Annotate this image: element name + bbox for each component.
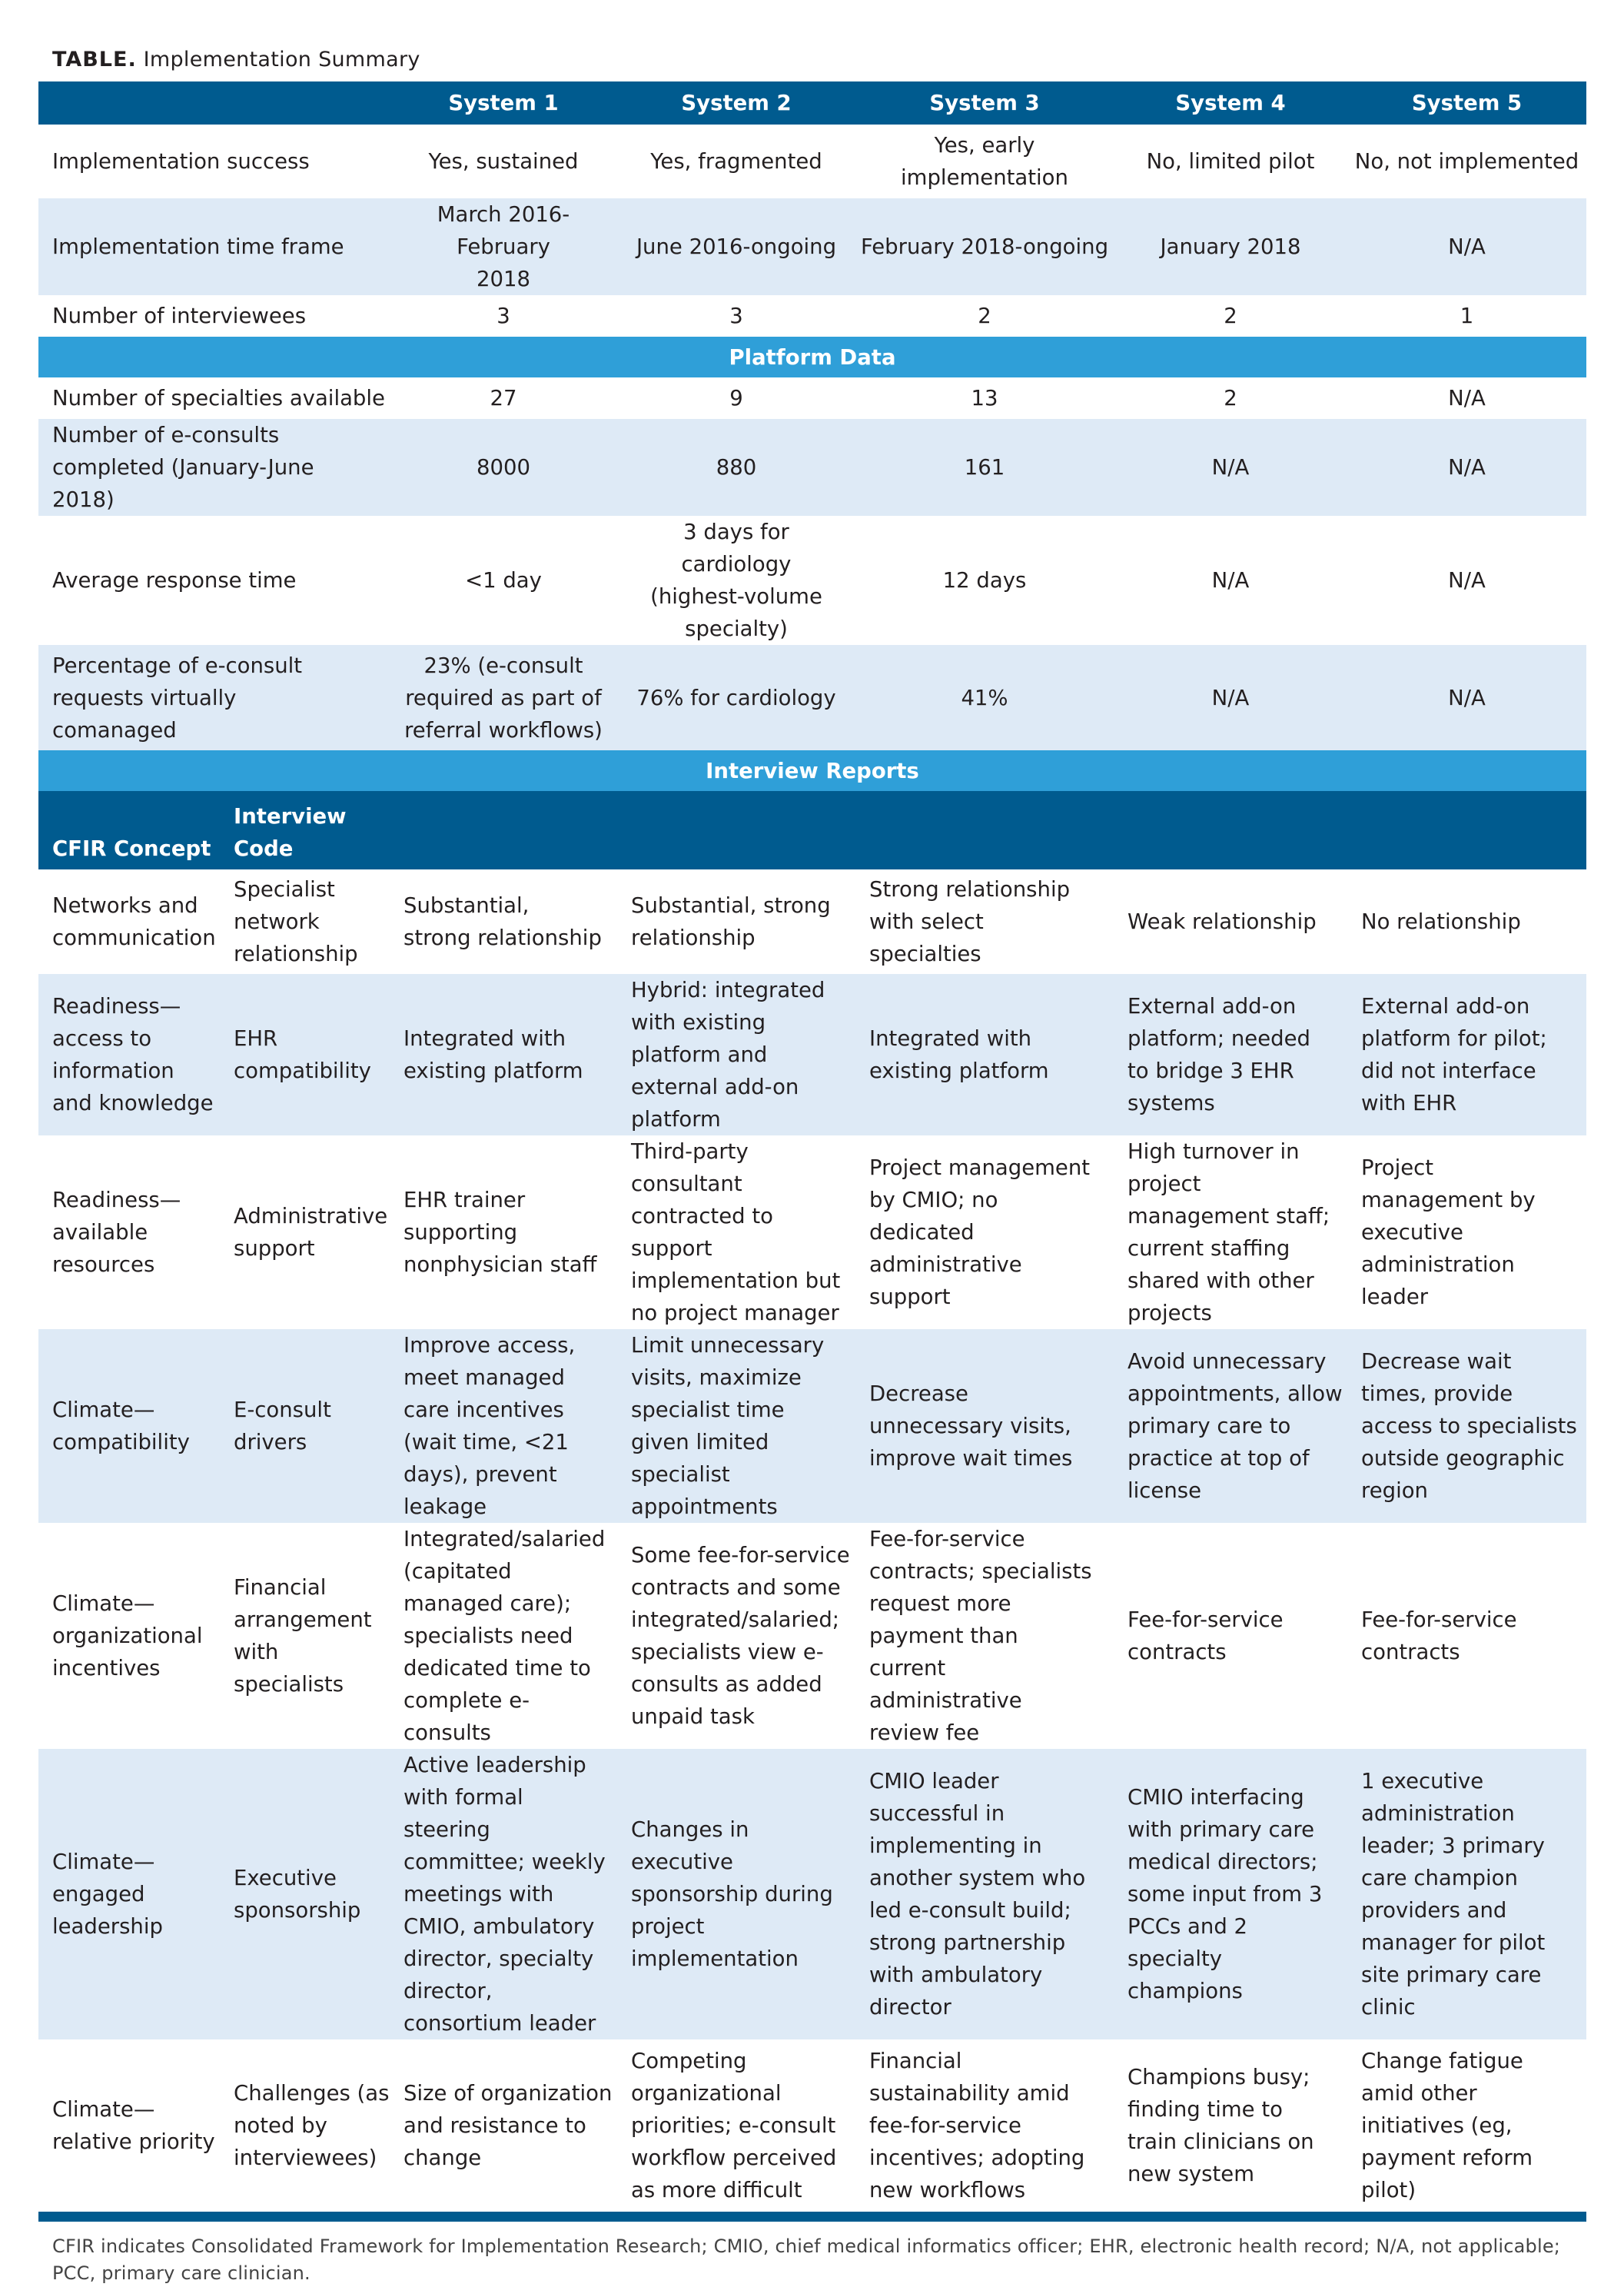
table-cell: <1 day	[390, 516, 617, 645]
row-label: Number of interviewees	[38, 295, 390, 337]
table-cell: 76% for cardiology	[617, 645, 855, 750]
table-cell: 8000	[390, 419, 617, 516]
column-header: CFIR Concept	[38, 791, 220, 869]
table-row	[38, 419, 1586, 516]
row-concept: Climate—compatibility	[38, 1329, 220, 1523]
table-cell: No relationship	[1347, 869, 1586, 974]
table-cell: EHR trainer supporting nonphysician staff	[390, 1135, 617, 1329]
row-code: Administrative support	[220, 1135, 390, 1329]
footnote: CFIR indicates Consolidated Framework for Implementation Research; CMIO, chief medical informatics officer; EHR, electronic health record; N/A, not applicable; PCC, primary care clinician.	[52, 2235, 1561, 2284]
table-cell: External add-on platform for pilot; did not interface with EHR	[1347, 974, 1586, 1135]
table-cell: 3 days for cardiology (highest-volume specialty)	[617, 516, 855, 645]
row-label: Number of e-consults completed (January-June 2018)	[38, 419, 390, 516]
table-cell: Some fee-for-service contracts and some integrated/salaried; specialists view e-consults as added unpaid task	[617, 1523, 855, 1749]
table-row	[38, 198, 1586, 295]
table-cell: Changes in executive sponsorship during project implementation	[617, 1749, 855, 2039]
table-cell: Weak relationship	[1114, 869, 1347, 974]
table-cell: N/A	[1347, 516, 1586, 645]
table-cell: Fee-for-service contracts	[1347, 1523, 1586, 1749]
table-cell: CMIO leader successful in implementing in another system who led e-consult build; strong partnership with ambulatory director	[855, 1749, 1114, 2039]
table-caption	[52, 48, 420, 71]
table-cell: Strong relationship with select specialties	[855, 869, 1114, 974]
table-cell: February 2018-ongoing	[855, 198, 1114, 295]
table-row	[38, 1523, 1586, 1749]
table-cell: Avoid unnecessary appointments, allow primary care to practice at top of license	[1114, 1329, 1347, 1523]
table-cell: 9	[617, 377, 855, 419]
table-cell: June 2016-ongoing	[617, 198, 855, 295]
table-cell: 13	[855, 377, 1114, 419]
table-cell: Yes, fragmented	[617, 125, 855, 198]
table-row	[38, 1749, 1586, 2039]
table-row	[38, 2039, 1586, 2212]
table-cell: Financial sustainability amid fee-for-service incentives; adopting new workflows	[855, 2039, 1114, 2212]
table-cell: 880	[617, 419, 855, 516]
table-cell: CMIO interfacing with primary care medical directors; some input from 3 PCCs and 2 specialty champions	[1114, 1749, 1347, 2039]
table-cell: N/A	[1114, 645, 1347, 750]
system-header: System 3	[855, 81, 1114, 125]
table-cell: 3	[617, 295, 855, 337]
table-cell: 2	[1114, 377, 1347, 419]
table-cell: 27	[390, 377, 617, 419]
system-header-row	[38, 81, 1586, 125]
table-cell: N/A	[1114, 516, 1347, 645]
row-concept: Networks and communication	[38, 869, 220, 974]
row-code: Challenges (as noted by interviewees)	[220, 2039, 390, 2212]
row-code: Executive sponsorship	[220, 1749, 390, 2039]
table-cell: Competing organizational priorities; e-consult workflow perceived as more difficult	[617, 2039, 855, 2212]
interview-header-row	[38, 791, 1586, 869]
table-cell: 2	[1114, 295, 1347, 337]
table-cell: Improve access, meet managed care incentives (wait time, <21 days), prevent leakage	[390, 1329, 617, 1523]
table-cell: N/A	[1347, 645, 1586, 750]
table-cell: Change fatigue amid other initiatives (eg, payment reform pilot)	[1347, 2039, 1586, 2212]
table-cell: 1 executive administration leader; 3 primary care champion providers and manager for pilot site primary care clinic	[1347, 1749, 1586, 2039]
table-cell: Substantial, strong relationship	[617, 869, 855, 974]
system-header: System 5	[1347, 81, 1586, 125]
section-title: Interview Reports	[38, 750, 1586, 791]
table-cell: Project management by CMIO; no dedicated administrative support	[855, 1135, 1114, 1329]
row-code: Specialist network relationship	[220, 869, 390, 974]
table-row	[38, 974, 1586, 1135]
row-concept: Climate—engaged leadership	[38, 1749, 220, 2039]
table-cell: Third-party consultant contracted to support implementation but no project manager	[617, 1135, 855, 1329]
row-code: Financial arrangement with specialists	[220, 1523, 390, 1749]
row-label: Number of specialties available	[38, 377, 390, 419]
table-cell: Integrated with existing platform	[855, 974, 1114, 1135]
row-code: EHR compatibility	[220, 974, 390, 1135]
row-label: Average response time	[38, 516, 390, 645]
row-label: Implementation time frame	[38, 198, 390, 295]
table-cell: Size of organization and resistance to change	[390, 2039, 617, 2212]
table-cell: 23% (e-consult required as part of referral workflows)	[390, 645, 617, 750]
table-cell: Fee-for-service contracts; specialists request more payment than current administrative review fee	[855, 1523, 1114, 1749]
implementation-summary-table	[38, 81, 1586, 2212]
table-cell: Integrated/salaried (capitated managed care); specialists need dedicated time to complete e-consults	[390, 1523, 617, 1749]
table-cell: High turnover in project management staff; current staffing shared with other projects	[1114, 1135, 1347, 1329]
table-row	[38, 869, 1586, 974]
table-row	[38, 645, 1586, 750]
table-cell: Decrease wait times, provide access to specialists outside geographic region	[1347, 1329, 1586, 1523]
table-cell: N/A	[1347, 419, 1586, 516]
caption-label: TABLE.	[52, 48, 137, 71]
table-cell: N/A	[1347, 377, 1586, 419]
table-cell: 161	[855, 419, 1114, 516]
row-label: Implementation success	[38, 125, 390, 198]
section-header-row	[38, 337, 1586, 377]
table-cell: 3	[390, 295, 617, 337]
table-row	[38, 295, 1586, 337]
section-header-row	[38, 750, 1586, 791]
table-cell: Fee-for-service contracts	[1114, 1523, 1347, 1749]
table-row	[38, 1135, 1586, 1329]
table-cell: Project management by executive administration leader	[1347, 1135, 1586, 1329]
table-cell: No, not implemented	[1347, 125, 1586, 198]
table-cell: 12 days	[855, 516, 1114, 645]
row-label: Percentage of e-consult requests virtually comanaged	[38, 645, 390, 750]
row-code: E-consult drivers	[220, 1329, 390, 1523]
table-cell: N/A	[1347, 198, 1586, 295]
table-cell: Active leadership with formal steering committee; weekly meetings with CMIO, ambulatory director, specialty director, consortium leader	[390, 1749, 617, 2039]
table-cell: No, limited pilot	[1114, 125, 1347, 198]
table-cell: External add-on platform; needed to bridge 3 EHR systems	[1114, 974, 1347, 1135]
table-cell: 1	[1347, 295, 1586, 337]
table-cell: Hybrid: integrated with existing platform and external add-on platform	[617, 974, 855, 1135]
system-header: System 4	[1114, 81, 1347, 125]
table-cell: N/A	[1114, 419, 1347, 516]
row-concept: Climate—relative priority	[38, 2039, 220, 2212]
table-cell: Decrease unnecessary visits, improve wait times	[855, 1329, 1114, 1523]
table-cell: 41%	[855, 645, 1114, 750]
table-row	[38, 125, 1586, 198]
table-cell: March 2016-February 2018	[390, 198, 617, 295]
table-cell: Yes, early implementation	[855, 125, 1114, 198]
row-concept: Climate—organizational incentives	[38, 1523, 220, 1749]
table-cell: January 2018	[1114, 198, 1347, 295]
table-row	[38, 1329, 1586, 1523]
table-cell: Champions busy; finding time to train clinicians on new system	[1114, 2039, 1347, 2212]
column-header: Interview Code	[220, 791, 390, 869]
system-header: System 2	[617, 81, 855, 125]
table-cell: 2	[855, 295, 1114, 337]
row-concept: Readiness—access to information and knowledge	[38, 974, 220, 1135]
table-cell: Substantial, strong relationship	[390, 869, 617, 974]
section-title: Platform Data	[38, 337, 1586, 377]
table-cell: Yes, sustained	[390, 125, 617, 198]
row-concept: Readiness—available resources	[38, 1135, 220, 1329]
table-row	[38, 516, 1586, 645]
caption-title: Implementation Summary	[143, 48, 420, 71]
table-cell: Integrated with existing platform	[390, 974, 617, 1135]
table-cell: Limit unnecessary visits, maximize specialist time given limited specialist appointments	[617, 1329, 855, 1523]
table-row	[38, 377, 1586, 419]
system-header: System 1	[390, 81, 617, 125]
bottom-rule	[38, 2212, 1586, 2222]
